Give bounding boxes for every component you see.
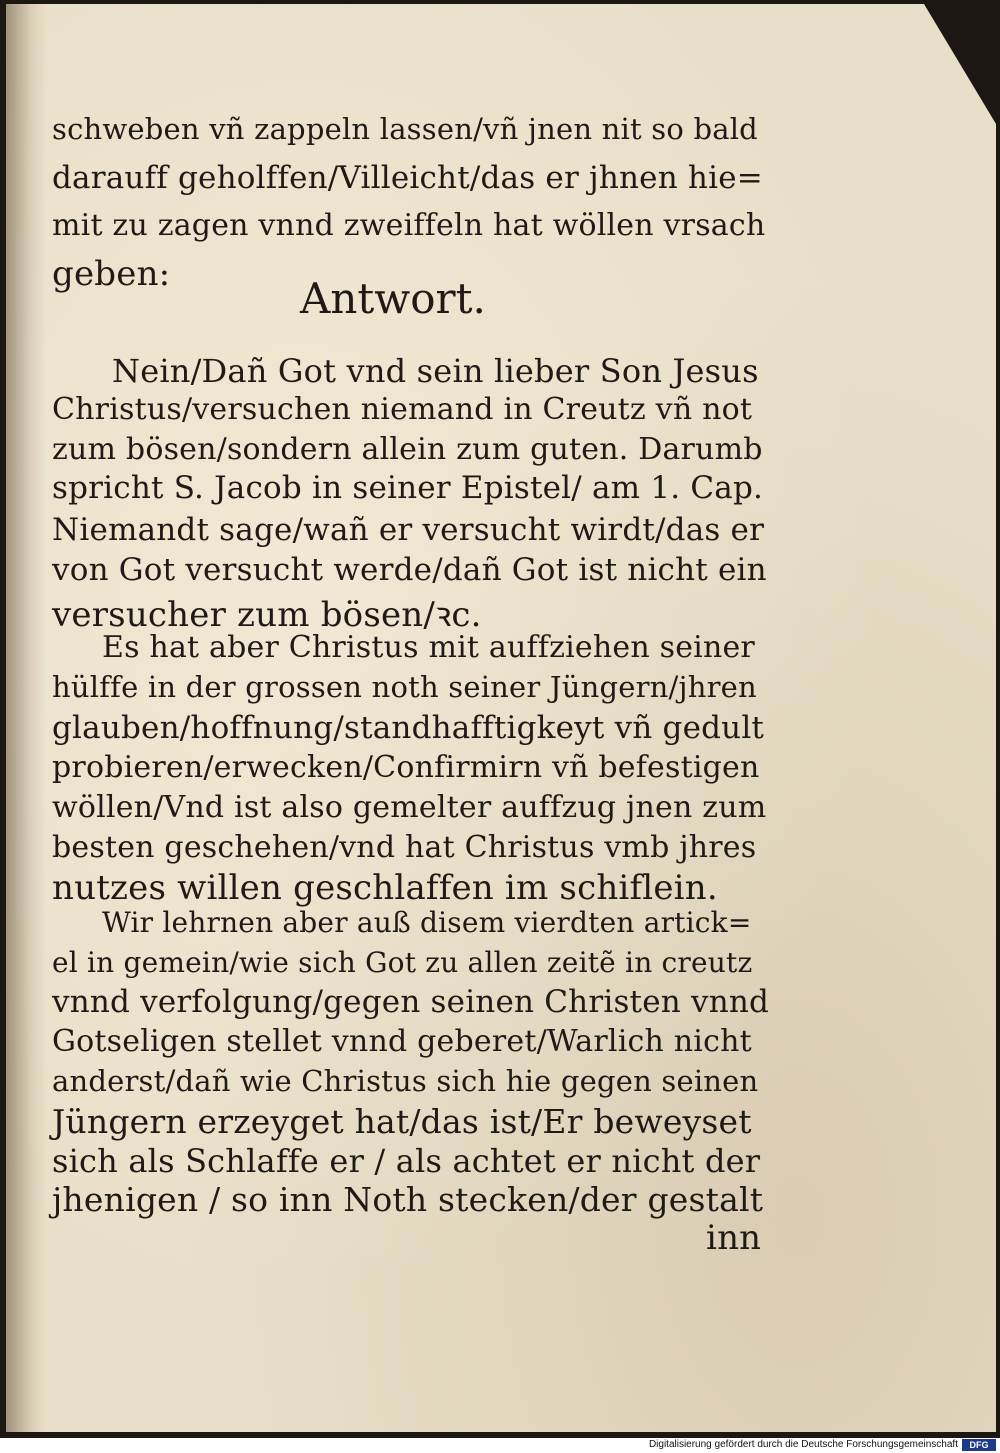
footer-credit-text: Digitalisierung gefördert durch die Deutsche Forschungsgemeinschaft xyxy=(648,1439,958,1450)
dfg-logo: DFG xyxy=(962,1439,996,1451)
text-line: nutzes willen geschlaffen im schiflein. xyxy=(52,868,718,908)
text-line: darauff geholffen/Villeicht/das er jhnen hie= xyxy=(52,160,763,196)
text-line: geben: xyxy=(52,254,171,294)
text-line: probieren/erwecken/Confirmirn vñ befestigen xyxy=(52,750,760,785)
text-line: wöllen/Vnd ist also gemelter auffzug jnen zum xyxy=(52,790,767,825)
text-line: anderst/dañ wie Christus sich hie gegen seinen xyxy=(52,1064,759,1098)
text-line: spricht S. Jacob in seiner Epistel/ am 1. Cap. xyxy=(52,470,764,506)
text-line: Es hat aber Christus mit auffziehen seiner xyxy=(102,630,755,665)
text-line: Gotseligen stellet vnnd geberet/Warlich nicht xyxy=(52,1024,752,1059)
text-line: el in gemein/wie sich Got zu allen zeitẽ in creutz xyxy=(52,946,753,979)
digitization-footer xyxy=(0,1438,1000,1453)
text-line: glauben/hoffnung/standhafftigkeyt vñ gedult xyxy=(52,710,765,746)
text-line: Niemandt sage/wañ er versucht wirdt/das er xyxy=(52,512,765,548)
text-line: versucher zum bösen/ꝛc. xyxy=(52,595,482,635)
text-line: zum bösen/sondern allein zum guten. Darumb xyxy=(52,432,763,467)
text-line: Christus/versuchen niemand in Creutz vñ not xyxy=(52,392,753,427)
text-line: vnnd verfolgung/gegen seinen Christen vnnd xyxy=(52,984,770,1020)
text-line: jhenigen / so inn Noth stecken/der gestalt xyxy=(52,1180,764,1219)
text-line: Wir lehrnen aber auß disem vierdten artick= xyxy=(102,906,752,939)
binding-gutter xyxy=(6,4,46,1432)
text-line: hülffe in der grossen noth seiner Jüngern/jhren xyxy=(52,670,757,704)
text-line: Jüngern erzeyget hat/das ist/Er beweyset xyxy=(52,1102,752,1141)
catchword: inn xyxy=(706,1218,762,1258)
text-line: sich als Schlaffe er / als achtet er nicht der xyxy=(52,1142,761,1180)
text-line: von Got versucht werde/dañ Got ist nicht ein xyxy=(52,552,767,588)
text-line: besten geschehen/vnd hat Christus vmb jhres xyxy=(52,830,757,865)
section-heading: Antwort. xyxy=(300,274,486,323)
text-line: schweben vñ zappeln lassen/vñ jnen nit so bald xyxy=(52,112,758,146)
text-line: Nein/Dañ Got vnd sein lieber Son Jesus xyxy=(112,352,759,390)
text-line: mit zu zagen vnnd zweiffeln hat wöllen vrsach xyxy=(52,208,766,243)
